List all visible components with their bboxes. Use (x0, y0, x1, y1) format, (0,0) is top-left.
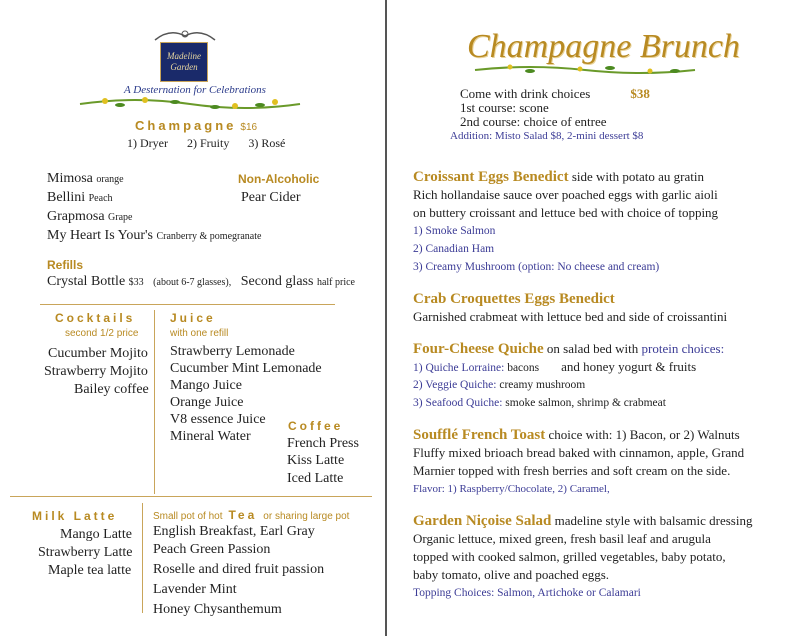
section-divider (40, 304, 335, 305)
dish-description: Fluffy mixed brioach bread baked with cinnamon, apple, Grand (413, 445, 745, 460)
cocktails-title: Cocktails (55, 311, 136, 325)
second-glass-note: half price (316, 277, 355, 288)
dish-title: Soufflé French Toast (413, 427, 546, 443)
list-item: French Press (287, 436, 359, 451)
dish-title-rest: on salad bed with (543, 341, 642, 356)
tea-suffix: or sharing large pot (263, 511, 350, 522)
list-item: Peach Green Passion (153, 542, 271, 557)
champagne-heading (135, 117, 257, 135)
dish-description: Organic lettuce, mixed green, fresh basil leaf and arugula (413, 531, 711, 546)
brunch-price: $38 (630, 86, 650, 101)
list-item: Mineral Water (170, 429, 251, 444)
second-glass: Second glass (240, 274, 314, 289)
list-item (47, 227, 261, 246)
option-value: creamy mushroom (499, 379, 586, 391)
item-sub: Cranberry & pomegranate (156, 231, 262, 242)
dish-title-rest: side with potato au gratin (568, 169, 704, 184)
column-divider (154, 310, 155, 494)
dish-title-rest: madeline style with balsamic dressing (551, 513, 753, 528)
dish-title: Crab Croquettes Eggs Benedict (413, 291, 615, 307)
item-sub: orange (96, 174, 124, 185)
non-alcoholic-item: Pear Cider (241, 190, 301, 205)
addition-note: Addition: Misto Salad $8, 2-mini dessert $8 (450, 130, 644, 142)
option-label: 1) Quiche Lorraine: (413, 362, 508, 374)
list-item: Cucumber Mint Lemonade (170, 361, 322, 376)
list-item: Mango Latte (60, 527, 132, 542)
dish-heading (413, 512, 752, 530)
dish-description: Rich hollandaise sauce over poached eggs with garlic aioli (413, 187, 718, 202)
option-label: 3) Seafood Quiche: (413, 397, 506, 409)
list-item: Honey Chysanthemum (153, 602, 282, 617)
dish-description: baby tomato, olive and poached eggs. (413, 567, 610, 582)
juice-title: Juice (170, 311, 216, 325)
item-name: My Heart Is Your's (47, 228, 153, 243)
dish-title: Croissant Eggs Benedict (413, 169, 569, 185)
dish-option (413, 376, 585, 394)
champagne-option: 1) Dryer (127, 136, 168, 150)
list-item: Strawberry Mojito (44, 364, 148, 379)
logo-tagline: A Desternation for Celebrations (124, 84, 266, 96)
coffee-title: Coffee (288, 419, 344, 433)
refill-name: Crystal Bottle (47, 274, 126, 289)
dish-title-accent: protein choices: (641, 341, 725, 356)
list-item: Maple tea latte (48, 563, 132, 578)
logo-crest-icon (150, 28, 220, 42)
tea-heading (153, 506, 349, 524)
page-title: Champagne Brunch (467, 28, 740, 65)
list-item: V8 essence Juice (170, 412, 266, 427)
dish-title: Four-Cheese Quiche (413, 341, 544, 357)
logo (160, 42, 208, 82)
list-item: Mango Juice (170, 378, 242, 393)
list-item: Strawberry Lemonade (170, 344, 295, 359)
dish-description: Marnier topped with fresh berries and soft cream on the side. (413, 463, 731, 478)
logo-name: Madeline Garden (167, 51, 201, 72)
dish-heading (413, 340, 724, 358)
option-extra: and honey yogurt & fruits (561, 359, 697, 374)
vine-ornament-icon (470, 62, 700, 78)
dish-option (413, 394, 666, 412)
dish-description: on buttery croissant and lettuce bed with choice of topping (413, 205, 719, 220)
tea-prefix: Small pot of hot (153, 511, 223, 522)
dish-heading (413, 168, 704, 186)
column-divider (142, 503, 143, 613)
dish-option (413, 358, 696, 377)
refills-line (47, 273, 355, 292)
dish-description: Garnished crabmeat with lettuce bed and side of croissantini (413, 309, 728, 324)
list-item: Iced Latte (287, 471, 344, 486)
champagne-title: Champagne (135, 118, 237, 133)
item-name: Bellini (47, 190, 86, 205)
non-alcoholic-title: Non-Alcoholic (238, 172, 320, 186)
tea-title: Tea (228, 508, 258, 522)
list-item (47, 189, 113, 208)
intro-line: Come with drink choices (460, 86, 591, 101)
champagne-options (127, 136, 285, 151)
dish-option: 1) Smoke Salmon (413, 225, 496, 237)
dish-option: Topping Choices: Salmon, Artichoke or Calamari (413, 587, 641, 599)
juice-note: with one refill (170, 328, 229, 339)
page-divider (385, 0, 387, 636)
list-item: Bailey coffee (74, 382, 149, 397)
list-item: Lavender Mint (153, 582, 237, 597)
item-name: Grapmosa (47, 209, 105, 224)
option-value: bacons (507, 362, 540, 374)
champagne-price: $16 (240, 122, 258, 133)
list-item: Kiss Latte (287, 453, 345, 468)
list-item: English Breakfast, Earl Gray (153, 524, 315, 539)
item-sub: Peach (88, 193, 113, 204)
item-name: Mimosa (47, 171, 93, 186)
refills-title: Refills (47, 258, 84, 272)
dish-heading (413, 426, 740, 444)
dish-title: Garden Niçoise Salad (413, 513, 552, 529)
list-item: Orange Juice (170, 395, 244, 410)
refill-note: (about 6-7 glasses), (153, 277, 232, 288)
list-item: Strawberry Latte (38, 545, 133, 560)
cocktails-note: second 1/2 price (65, 328, 139, 339)
milk-latte-title: Milk Latte (32, 509, 118, 523)
dish-title-rest: choice with: 1) Bacon, or 2) Walnuts (545, 427, 740, 442)
refill-price: $33 (128, 277, 144, 288)
dish-description: topped with cooked salmon, grilled vegetables, baby potato, (413, 549, 726, 564)
champagne-option: 3) Rosé (248, 136, 286, 150)
dish-option: Flavor: 1) Raspberry/Chocolate, 2) Caramel, (413, 483, 610, 495)
dish-option: 2) Canadian Ham (413, 243, 495, 255)
option-label: 2) Veggie Quiche: (413, 379, 500, 391)
intro-line: 1st course: scone (460, 100, 549, 115)
list-item: Cucumber Mojito (48, 346, 148, 361)
item-sub: Grape (108, 212, 133, 223)
intro-line: 2nd course: choice of entree (460, 114, 607, 129)
dish-option: 3) Creamy Mushroom (option: No cheese and cream) (413, 261, 660, 273)
dish-heading (413, 290, 615, 308)
intro-block (460, 87, 650, 129)
option-value: smoke salmon, shrimp & crabmeat (505, 397, 666, 409)
list-item (47, 170, 124, 189)
list-item (47, 208, 132, 227)
champagne-option: 2) Fruity (186, 136, 230, 150)
list-item: Roselle and dired fruit passion (153, 562, 325, 577)
section-divider (10, 496, 372, 497)
